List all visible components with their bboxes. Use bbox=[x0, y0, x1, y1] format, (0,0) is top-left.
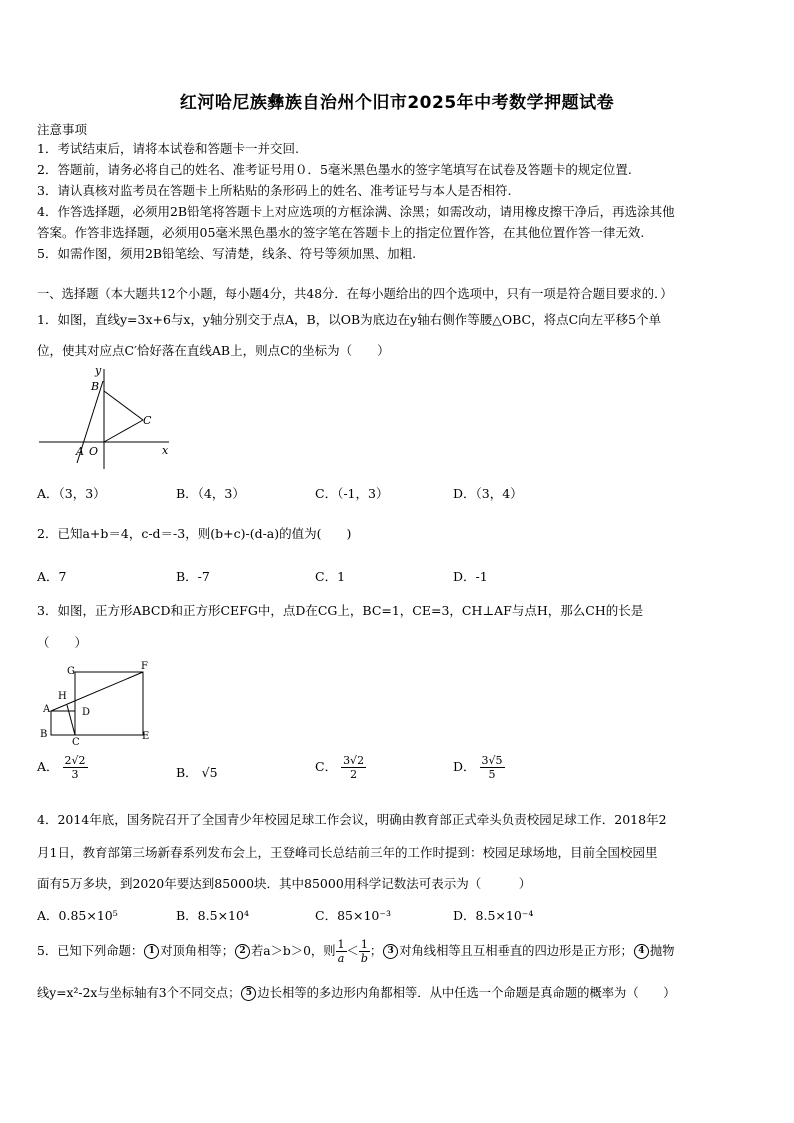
q1-stem-line2: 位，使其对应点C′恰好落在直线AB上，则点C的坐标为（ ） bbox=[37, 343, 390, 358]
q5-text: 抛物 bbox=[649, 944, 675, 958]
q3-label-e: E bbox=[142, 731, 150, 742]
q3-label-g: G bbox=[67, 666, 75, 677]
notice-item: 2．答题前，请务必将自己的姓名、准考证号用０．5毫米黑色墨水的签字笔填写在试卷及答题卡的规定位置. bbox=[37, 162, 632, 177]
q5-text: 边长相等的多边形内角都相等．从中任选一个命题是真命题的概率为（ ） bbox=[257, 986, 676, 1000]
notice-item: 5．如需作图，须用2B铅笔绘、写清楚，线条、符号等须加黑、加粗. bbox=[37, 246, 417, 261]
q3-option-d-label: D． bbox=[453, 759, 476, 774]
notice-item: 3．请认真核对监考员在答题卡上所粘贴的条形码上的姓名、准考证号与本人是否相符. bbox=[37, 183, 512, 198]
q3-label-c: C bbox=[72, 737, 80, 746]
q3-option-a-fraction: $\frac{2√2}{3}$ bbox=[64, 754, 86, 781]
notice-item: 1．考试结束后，请将本试卷和答题卡一并交回. bbox=[37, 141, 299, 156]
q1-label-a: A bbox=[76, 445, 84, 458]
q2-option-d[interactable]: D．-1 bbox=[453, 569, 488, 584]
notice-item: 答案。作答非选择题，必须用05毫米黑色墨水的签字笔在答题卡上的指定位置作答，在其他位置作答一律无效. bbox=[37, 225, 645, 240]
page-title: 红河哈尼族彝族自治州个旧市2025年中考数学押题试卷 bbox=[179, 93, 615, 113]
q4-option-d[interactable]: D．8.5×10⁻⁴ bbox=[453, 908, 534, 923]
notice-heading: 注意事项 bbox=[37, 122, 88, 137]
q5-text: 对角线相等且互相垂直的四边形是正方形； bbox=[399, 944, 633, 958]
q1-label-x: x bbox=[162, 444, 169, 457]
q5-fraction-1-over-b: $\frac{1}{b}$ bbox=[360, 938, 368, 965]
q1-label-y: y bbox=[95, 365, 102, 377]
q5-text: 线y=x²-2x与坐标轴有3个不同交点； bbox=[37, 986, 241, 1000]
q1-label-o: O bbox=[89, 445, 99, 458]
q3-label-d: D bbox=[82, 707, 91, 718]
notice-item: 4．作答选择题，必须用2B铅笔将答题卡上对应选项的方框涂满、涂黑；如需改动，请用橡皮擦干净后，再选涂其他 bbox=[37, 204, 675, 219]
q2-option-c[interactable]: C．1 bbox=[315, 569, 346, 584]
circled-number-2: 2 bbox=[235, 944, 250, 959]
q3-label-f: F bbox=[141, 661, 148, 672]
q5-text: 对顶角相等； bbox=[160, 944, 234, 958]
q3-option-c-fraction: $\frac{3√2}{2}$ bbox=[343, 754, 365, 781]
q3-label-a: A bbox=[43, 704, 51, 715]
q3-option-d-fraction: $\frac{3√5}{5}$ bbox=[481, 754, 503, 781]
q3-option-c-label: C． bbox=[315, 759, 338, 774]
q3-option-b-value: √5 bbox=[201, 765, 218, 780]
q1-figure bbox=[37, 365, 172, 471]
q2-stem: 2．已知a+b＝4，c-d＝-3，则(b+c)-(d-a)的值为( ) bbox=[37, 526, 352, 541]
q1-option-a[interactable]: A．（3，3） bbox=[37, 486, 106, 501]
circled-number-5: 5 bbox=[241, 986, 256, 1001]
q5-text: 5．已知下列命题： bbox=[37, 944, 144, 958]
q3-stem-line1: 3．如图，正方形ABCD和正方形CEFG中，点D在CG上，BC=1，CE=3，CH⊥AF与点H，那么CH的长是 bbox=[37, 603, 644, 618]
q1-label-b: B bbox=[91, 380, 100, 393]
section-heading: 一、选择题（本大题共12个小题，每小题4分，共48分．在每小题给出的四个选项中，只有一项是符合题目要求的．） bbox=[37, 287, 673, 301]
q5-text: ； bbox=[369, 944, 383, 958]
q5-text: ＜ bbox=[346, 944, 359, 958]
q5-text: 若a＞b＞0，则 bbox=[251, 944, 336, 958]
q3-stem-line2: （ ） bbox=[37, 635, 88, 650]
q2-option-b[interactable]: B．-7 bbox=[176, 569, 210, 584]
q4-stem-line2: 月1日，教育部第三场新春系列发布会上，王登峰司长总结前三年的工作时提到：校园足球场地，目前全国校园里 bbox=[37, 845, 658, 860]
circled-number-4: 4 bbox=[634, 944, 649, 959]
circled-number-1: 1 bbox=[144, 944, 159, 959]
q4-stem-line3: 面有5万多块，到2020年要达到85000块．其中85000用科学记数法可表示为（ ） bbox=[37, 876, 532, 891]
q3-label-b: B bbox=[40, 729, 48, 740]
circled-number-3: 3 bbox=[383, 944, 398, 959]
q3-option-b-label: B． bbox=[176, 765, 198, 780]
q3-option-c[interactable] bbox=[315, 754, 366, 781]
q4-option-a[interactable]: A．0.85×10⁵ bbox=[37, 908, 118, 923]
q1-option-c[interactable]: C．（-1，3） bbox=[315, 486, 389, 501]
q4-stem-line1: 4．2014年底，国务院召开了全国青少年校园足球工作会议，明确由教育部正式牵头负责校园足球工作．2018年2 bbox=[37, 812, 667, 827]
q2-option-a[interactable]: A．7 bbox=[37, 569, 67, 584]
q3-option-a-label: A． bbox=[37, 759, 59, 774]
q1-option-d[interactable]: D．（3，4） bbox=[453, 486, 523, 501]
q3-label-h: H bbox=[58, 691, 67, 702]
q3-option-b[interactable] bbox=[176, 763, 218, 781]
q3-figure bbox=[37, 660, 157, 746]
q4-option-c[interactable]: C．85×10⁻³ bbox=[315, 908, 391, 923]
q5-fraction-1-over-a: $\frac{1}{a}$ bbox=[337, 938, 345, 965]
q1-stem-line1: 1．如图，直线y=3x+6与x，y轴分别交于点A，B，以OB为底边在y轴右侧作等腰△OBC，将点C向左平移5个单 bbox=[37, 312, 662, 327]
q3-option-d[interactable] bbox=[453, 754, 505, 781]
q1-option-b[interactable]: B．（4，3） bbox=[176, 486, 245, 501]
q5-stem-line2 bbox=[37, 984, 676, 1002]
q3-option-a[interactable] bbox=[37, 754, 88, 781]
q5-stem-line1 bbox=[37, 938, 674, 965]
q1-label-c: C bbox=[143, 414, 152, 427]
q4-option-b[interactable]: B．8.5×10⁴ bbox=[176, 908, 249, 923]
